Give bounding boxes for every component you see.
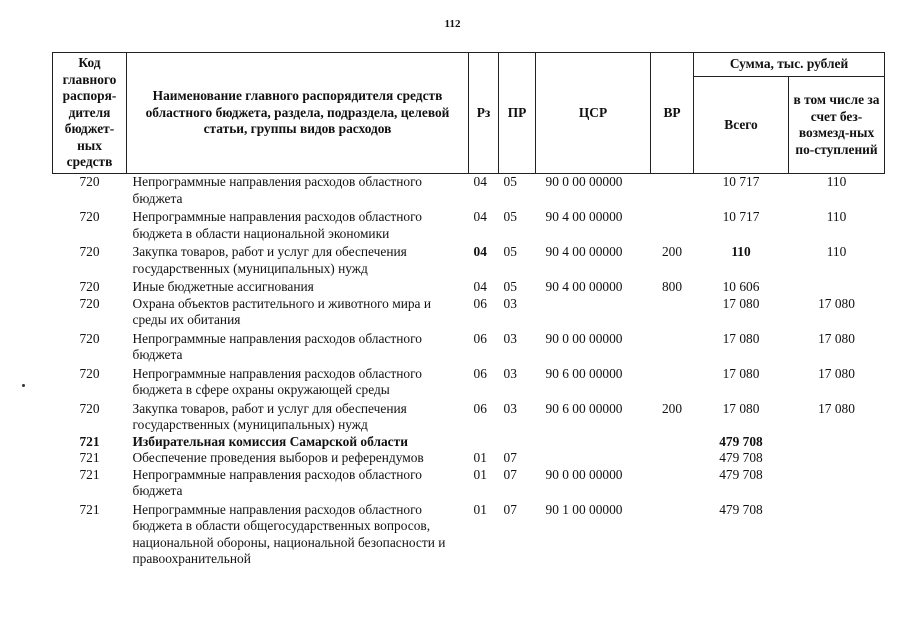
cell-rz: 06	[473, 295, 487, 311]
cell-code: 721	[79, 466, 100, 482]
header-gratis: в том числе за счет без-возмезд-ных по-ступлений	[789, 77, 885, 174]
table-row	[53, 296, 885, 331]
cell-csr: 90 1 00 00000	[545, 501, 623, 517]
table-row	[53, 502, 885, 568]
cell-pr: 05	[503, 209, 517, 224]
cell-vr	[651, 467, 694, 502]
header-pr: ПР	[499, 53, 536, 174]
cell-pr: 05	[503, 244, 517, 259]
cell-gratis: 110	[826, 174, 847, 189]
cell-csr: 90 4 00 00000	[545, 279, 623, 294]
cell-pr: 07	[503, 501, 517, 517]
cell-vr: 800	[661, 279, 683, 294]
cell-code: 720	[79, 244, 100, 259]
cell-csr: 90 6 00 00000	[545, 365, 623, 381]
cell-total: 479 708	[719, 501, 763, 517]
cell-name: Иные бюджетные ассигнования	[132, 279, 314, 294]
cell-total: 479 708	[719, 433, 763, 449]
cell-gratis	[789, 434, 885, 451]
cell-total: 479 708	[719, 466, 763, 482]
table-row	[53, 209, 885, 244]
cell-vr	[651, 502, 694, 568]
scan-speck	[22, 384, 25, 387]
cell-pr: 05	[503, 174, 517, 189]
cell-pr: 07	[503, 450, 517, 465]
cell-vr	[651, 450, 694, 467]
cell-gratis	[789, 502, 885, 568]
cell-code: 720	[79, 174, 100, 189]
cell-rz: 04	[473, 244, 487, 259]
cell-pr: 03	[503, 295, 517, 311]
cell-pr: 03	[503, 400, 517, 416]
cell-name: Обеспечение проведения выборов и референдумов	[132, 450, 424, 465]
cell-vr: 200	[661, 244, 683, 259]
cell-total: 17 080	[722, 295, 760, 311]
cell-rz: 06	[473, 330, 487, 346]
header-total: Всего	[694, 77, 789, 174]
cell-total: 17 080	[722, 365, 760, 381]
cell-rz: 01	[473, 450, 487, 465]
cell-code: 721	[79, 501, 100, 517]
header-name: Наименование главного распорядителя средств областного бюджета, раздела, подраздела, целевой статьи, группы видов расходов	[127, 53, 469, 174]
cell-rz: 01	[473, 501, 487, 517]
table-row	[53, 434, 885, 451]
page-number: 112	[444, 18, 461, 30]
cell-code: 720	[79, 295, 100, 311]
cell-rz: 06	[473, 365, 487, 381]
cell-vr: 200	[661, 400, 683, 416]
cell-code: 720	[79, 365, 100, 381]
header-sum: Сумма, тыс. рублей	[694, 53, 885, 77]
cell-gratis: 17 080	[818, 400, 855, 416]
cell-pr	[499, 434, 536, 451]
cell-gratis: 17 080	[818, 295, 855, 311]
cell-rz: 04	[473, 174, 487, 189]
table-row	[53, 450, 885, 467]
cell-gratis: 17 080	[818, 330, 855, 346]
cell-code: 720	[79, 209, 100, 224]
cell-name: Охрана объектов растительного и животного мира и среды их обитания	[132, 295, 432, 327]
table-row	[53, 467, 885, 502]
cell-csr: 90 0 00 00000	[545, 466, 623, 482]
cell-total: 17 080	[722, 330, 760, 346]
cell-pr: 05	[503, 279, 517, 294]
cell-csr	[536, 450, 651, 467]
cell-vr	[651, 209, 694, 244]
cell-rz: 06	[473, 400, 487, 416]
cell-gratis: 110	[826, 244, 847, 259]
cell-name: Непрограммные направления расходов областного бюджета в области общегосударственных вопросов, национальной обороны, национальной безопасности и правоохранительной	[132, 501, 446, 566]
cell-csr: 90 6 00 00000	[545, 400, 623, 416]
cell-csr: 90 0 00 00000	[545, 174, 623, 189]
cell-name: Непрограммные направления расходов областного бюджета в области национальной экономики	[132, 209, 422, 241]
table-body	[53, 174, 885, 568]
header-vr: ВР	[651, 53, 694, 174]
cell-name: Непрограммные направления расходов областного бюджета	[132, 174, 422, 206]
table-row	[53, 244, 885, 279]
cell-rz: 01	[473, 466, 487, 482]
cell-vr	[651, 434, 694, 451]
cell-total: 10 717	[722, 209, 760, 224]
cell-gratis	[789, 467, 885, 502]
table-row	[53, 366, 885, 401]
header-csr: ЦСР	[536, 53, 651, 174]
cell-code: 720	[79, 400, 100, 416]
cell-total: 17 080	[722, 400, 760, 416]
table-row	[53, 331, 885, 366]
cell-vr	[651, 174, 694, 210]
header-code: Код главного распоря-дителя бюджет-ных средств	[53, 53, 127, 174]
cell-vr	[651, 366, 694, 401]
cell-rz: 04	[473, 209, 487, 224]
cell-code: 720	[79, 279, 100, 294]
cell-gratis: 17 080	[818, 365, 855, 381]
table-row	[53, 279, 885, 296]
cell-total: 479 708	[719, 450, 763, 465]
cell-csr: 90 0 00 00000	[545, 330, 623, 346]
cell-pr: 03	[503, 365, 517, 381]
cell-rz	[469, 434, 499, 451]
table-row	[53, 174, 885, 210]
cell-code: 721	[79, 450, 100, 465]
cell-csr	[536, 296, 651, 331]
cell-name: Непрограммные направления расходов областного бюджета	[132, 330, 422, 362]
cell-pr: 03	[503, 330, 517, 346]
cell-gratis	[789, 450, 885, 467]
cell-gratis	[789, 279, 885, 296]
cell-rz: 04	[473, 279, 487, 294]
table-row	[53, 401, 885, 434]
cell-code: 721	[79, 433, 100, 449]
cell-total: 110	[731, 244, 751, 259]
cell-name: Закупка товаров, работ и услуг для обеспечения государственных (муниципальных) нужд	[132, 244, 407, 276]
cell-total: 10 606	[722, 279, 760, 294]
cell-name: Закупка товаров, работ и услуг для обеспечения государственных (муниципальных) нужд	[132, 400, 407, 432]
cell-vr	[651, 296, 694, 331]
budget-table	[52, 52, 885, 568]
cell-pr: 07	[503, 466, 517, 482]
cell-csr: 90 4 00 00000	[545, 209, 623, 224]
cell-gratis: 110	[826, 209, 847, 224]
header-rz: Рз	[469, 53, 499, 174]
cell-csr: 90 4 00 00000	[545, 244, 623, 259]
table-header	[53, 53, 885, 174]
cell-name: Избирательная комиссия Самарской области	[132, 433, 408, 449]
cell-vr	[651, 331, 694, 366]
cell-name: Непрограммные направления расходов областного бюджета в сфере охраны окружающей среды	[132, 365, 422, 397]
cell-csr	[536, 434, 651, 451]
cell-code: 720	[79, 330, 100, 346]
cell-total: 10 717	[722, 174, 760, 189]
cell-name: Непрограммные направления расходов областного бюджета	[132, 466, 422, 498]
